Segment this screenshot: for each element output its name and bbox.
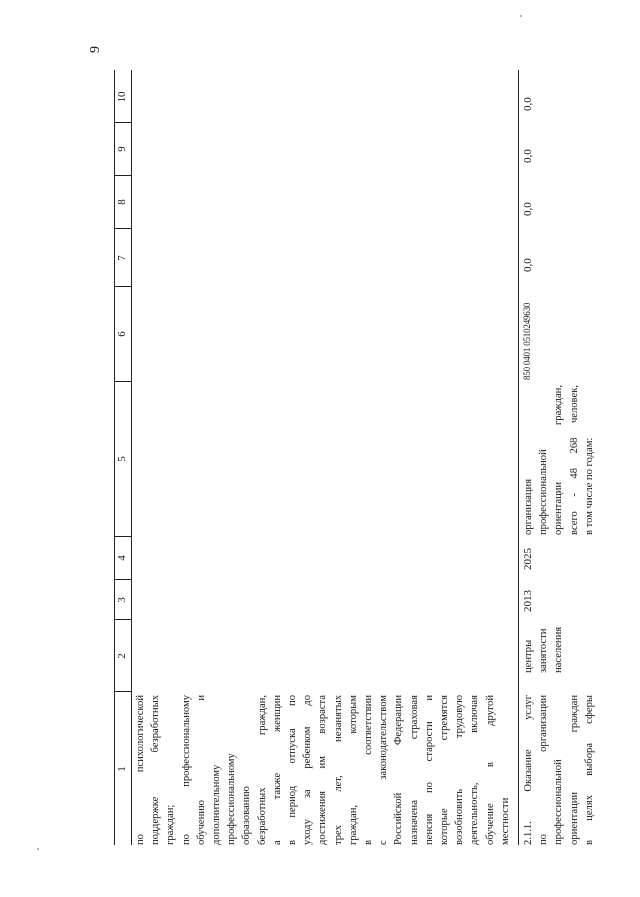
text-line: центры [523, 639, 534, 673]
header-col-5: 5 [116, 456, 128, 462]
row1-col1-text [133, 695, 513, 845]
col-separator [114, 228, 131, 229]
text-line: в период отпуска по [287, 695, 299, 845]
text-line: обучению и [195, 695, 207, 845]
text-line: в соответствии [363, 695, 375, 845]
text-line: по организации [538, 695, 550, 845]
col-separator [114, 619, 131, 620]
header-col-1: 1 [116, 766, 128, 772]
col-separator [114, 175, 131, 176]
text-line: назначена страховая [408, 695, 420, 845]
header-col-6: 6 [116, 331, 128, 337]
row2-col8-value: 0,0 [522, 202, 534, 216]
text-line: в том числе по годам: [583, 437, 595, 535]
row2-col2-text [521, 619, 567, 673]
row2-start-year: 2013 [522, 590, 534, 612]
text-line: дополнительному [211, 764, 223, 845]
text-line: занятости [538, 628, 550, 673]
col-separator [114, 122, 131, 123]
scan-speck [520, 15, 522, 17]
row2-col1-text [521, 695, 597, 845]
text-line: Российской Федерации [393, 695, 405, 845]
row2-col5-text [521, 385, 597, 535]
row2-end-year: 2025 [522, 548, 534, 570]
text-line: а также женщин [271, 695, 283, 845]
scan-speck [37, 848, 39, 850]
text-line: деятельность, включая [469, 695, 481, 845]
text-line: граждан; [165, 804, 177, 845]
text-line: в целях выбора сферы [583, 695, 595, 845]
text-line: местности [499, 797, 511, 845]
text-line: ориентации граждан, [553, 385, 565, 535]
table-header-separator [131, 70, 132, 845]
text-line: профессиональной [553, 759, 565, 845]
text-line: населения [553, 626, 565, 673]
text-line: обучение в другой [484, 695, 496, 845]
text-line: достижения им возраста [317, 695, 329, 845]
col-separator [114, 691, 131, 692]
text-line: организация [523, 478, 534, 535]
table-row-separator [518, 70, 519, 845]
text-line: 2.1.1. Оказание услуг [523, 695, 534, 845]
row2-col7-value: 0,0 [522, 258, 534, 272]
col-separator [114, 536, 131, 537]
text-line: безработных граждан, [256, 695, 268, 845]
row2-budget-code: 850 0401 0510249630 [522, 302, 532, 380]
text-line: поддержке безработных [150, 695, 162, 845]
col-separator [114, 286, 131, 287]
table-top-border [114, 70, 115, 845]
header-col-2: 2 [116, 653, 128, 659]
text-line: пенсия по старости и [423, 695, 435, 845]
row2-col9-value: 0,0 [522, 149, 534, 163]
text-line: по профессиональному [180, 695, 192, 845]
text-line: по психологической [135, 695, 146, 845]
text-line: которые стремятся [439, 695, 451, 845]
text-line: ориентации граждан [568, 695, 580, 845]
header-col-9: 9 [116, 146, 128, 152]
header-col-10: 10 [116, 91, 128, 103]
text-line: профессиональному [226, 753, 238, 845]
header-col-7: 7 [116, 255, 128, 261]
row2-col10-value: 0,0 [522, 97, 534, 111]
header-col-3: 3 [116, 597, 128, 603]
text-line: трех лет, незанятых [332, 695, 344, 845]
text-line: возобновить трудовую [454, 695, 466, 845]
header-col-4: 4 [116, 555, 128, 561]
page-number: 9 [88, 46, 103, 53]
text-line: с законодательством [378, 695, 390, 845]
header-col-8: 8 [116, 199, 128, 205]
col-separator [114, 381, 131, 382]
col-separator [114, 579, 131, 580]
text-line: уходу за ребенком до [302, 695, 314, 845]
text-line: профессиональной [538, 449, 550, 535]
text-line: всего - 48 268 человек, [568, 385, 580, 535]
text-line: образованию [241, 786, 253, 845]
text-line: граждан, которым [347, 695, 359, 845]
